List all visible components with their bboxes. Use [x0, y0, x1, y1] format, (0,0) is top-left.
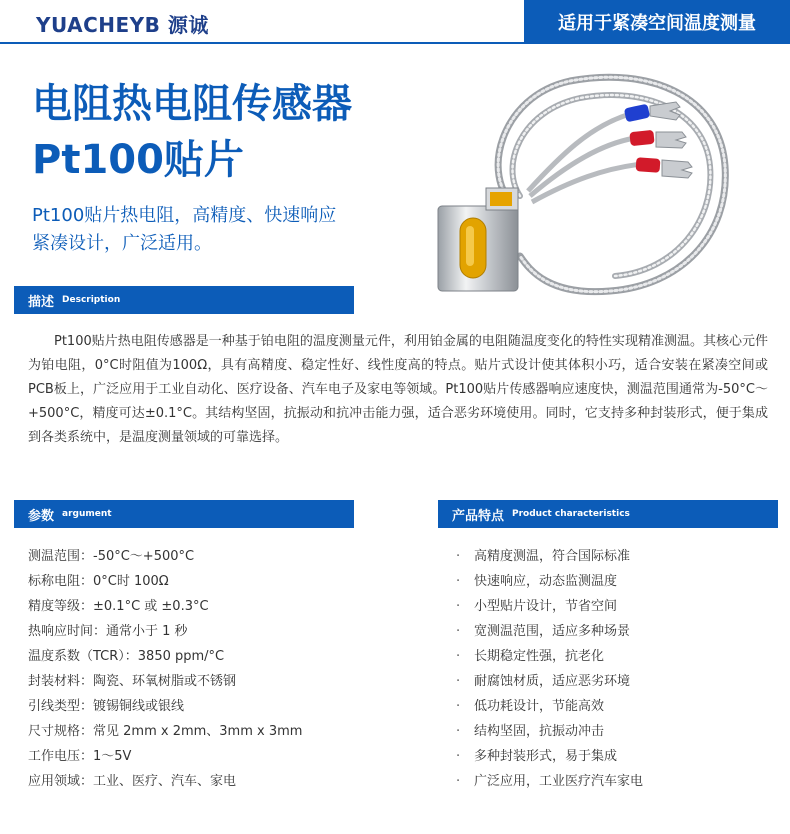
bullet-icon: · — [456, 724, 461, 739]
subtitle-line-2: 紧凑设计，广泛适用。 — [32, 233, 212, 254]
description-header — [14, 286, 354, 314]
page-title — [32, 76, 352, 188]
feature-text: 广泛应用，工业医疗汽车家电 — [474, 774, 644, 789]
brand-logo — [36, 9, 209, 38]
description-heading: 描述 — [28, 294, 55, 310]
feature-text: 高精度测温，符合国际标准 — [474, 549, 631, 564]
bullet-icon: · — [456, 574, 461, 589]
parameter-item: 精度等级：±0.1°C 或 ±0.3°C — [28, 599, 209, 614]
parameters-list — [28, 544, 418, 794]
parameters-heading: 参数 — [28, 508, 55, 524]
parameters-heading-en: argument — [62, 509, 112, 519]
features-list — [456, 544, 776, 794]
page-subtitle — [32, 202, 336, 258]
parameter-item: 应用领域：工业、医疗、汽车、家电 — [28, 774, 237, 789]
terminal-red-icon-2 — [636, 157, 692, 178]
bullet-icon: · — [456, 549, 461, 564]
parameter-item: 工作电压：1～5V — [28, 749, 132, 764]
parameter-item: 温度系数（TCR）：3850 ppm/°C — [28, 649, 225, 664]
subtitle-line-1: Pt100贴片热电阻，高精度、快速响应 — [32, 205, 337, 226]
feature-text: 低功耗设计，节能高效 — [474, 699, 605, 714]
feature-item — [456, 769, 776, 794]
title-line-2: Pt100贴片 — [32, 137, 244, 183]
tagline-text: 适用于紧凑空间温度测量 — [558, 13, 756, 34]
brand-cn: 源诚 — [167, 13, 209, 37]
bullet-icon: · — [456, 699, 461, 714]
feature-text: 快速响应，动态监测温度 — [474, 574, 618, 589]
feature-text: 耐腐蚀材质，适应恶劣环境 — [474, 674, 631, 689]
description-text: Pt100贴片热电阻传感器是一种基于铂电阻的温度测量元件，利用铂金属的电阻随温度变化的特性实现精准测温。其核心元件为铂电阻，0°C时阻值为100Ω，具有高精度、稳定性好、线性度高的特点。贴片式设计使其体积小巧，适合安装在紧凑空间或PCB板上，广泛应用于工业自动化、医疗设备、汽车电子及家电等领域。Pt100贴片传感器响应速度快，测温范围通常为-50°C～+500°C，精度可达±0.1°C。其结构坚固，抗振动和抗冲击能力强，适合恶劣环境使用。同时，它支持多种封装形式，便于集成到各类系统中，是温度测量领域的可靠选择。 — [28, 334, 768, 445]
feature-text: 宽测温范围，适应多种场景 — [474, 624, 631, 639]
feature-item — [456, 669, 776, 694]
bullet-icon: · — [456, 624, 461, 639]
parameter-item: 热响应时间：通常小于 1 秒 — [28, 624, 188, 639]
feature-item — [456, 569, 776, 594]
feature-item — [456, 544, 776, 569]
parameter-item: 尺寸规格：常见 2mm x 2mm、3mm x 3mm — [28, 724, 303, 739]
tagline-banner — [524, 0, 790, 44]
feature-item — [456, 644, 776, 669]
feature-item — [456, 619, 776, 644]
brand-latin: YUACHEYB — [36, 13, 161, 37]
parameter-item: 测温范围：-50°C～+500°C — [28, 549, 195, 564]
features-heading-en: Product characteristics — [512, 509, 630, 519]
description-heading-en: Description — [62, 295, 121, 305]
terminal-blue-icon — [624, 102, 680, 122]
bullet-icon: · — [456, 674, 461, 689]
sensor-housing-icon — [438, 188, 518, 291]
parameter-item: 引线类型：镀锡铜线或银线 — [28, 699, 185, 714]
feature-text: 长期稳定性强，抗老化 — [474, 649, 605, 664]
feature-item — [456, 694, 776, 719]
feature-item — [456, 744, 776, 769]
feature-text: 多种封装形式，易于集成 — [474, 749, 618, 764]
bullet-icon: · — [456, 649, 461, 664]
features-header — [438, 500, 778, 528]
title-line-1: 电阻热电阻传感器 — [32, 81, 352, 127]
parameter-item: 封装材料：陶瓷、环氧树脂或不锈钢 — [28, 674, 237, 689]
features-heading: 产品特点 — [452, 508, 505, 524]
parameters-header — [14, 500, 354, 528]
bullet-icon: · — [456, 749, 461, 764]
feature-text: 结构坚固，抗振动冲击 — [474, 724, 605, 739]
top-bar — [0, 0, 790, 44]
product-image — [420, 56, 760, 306]
terminal-red-icon — [629, 130, 686, 148]
feature-item — [456, 719, 776, 744]
feature-item — [456, 594, 776, 619]
bullet-icon: · — [456, 774, 461, 789]
header-divider — [0, 42, 790, 44]
feature-text: 小型贴片设计，节省空间 — [474, 599, 618, 614]
bullet-icon: · — [456, 599, 461, 614]
parameter-item: 标称电阻：0°C时 100Ω — [28, 574, 169, 589]
